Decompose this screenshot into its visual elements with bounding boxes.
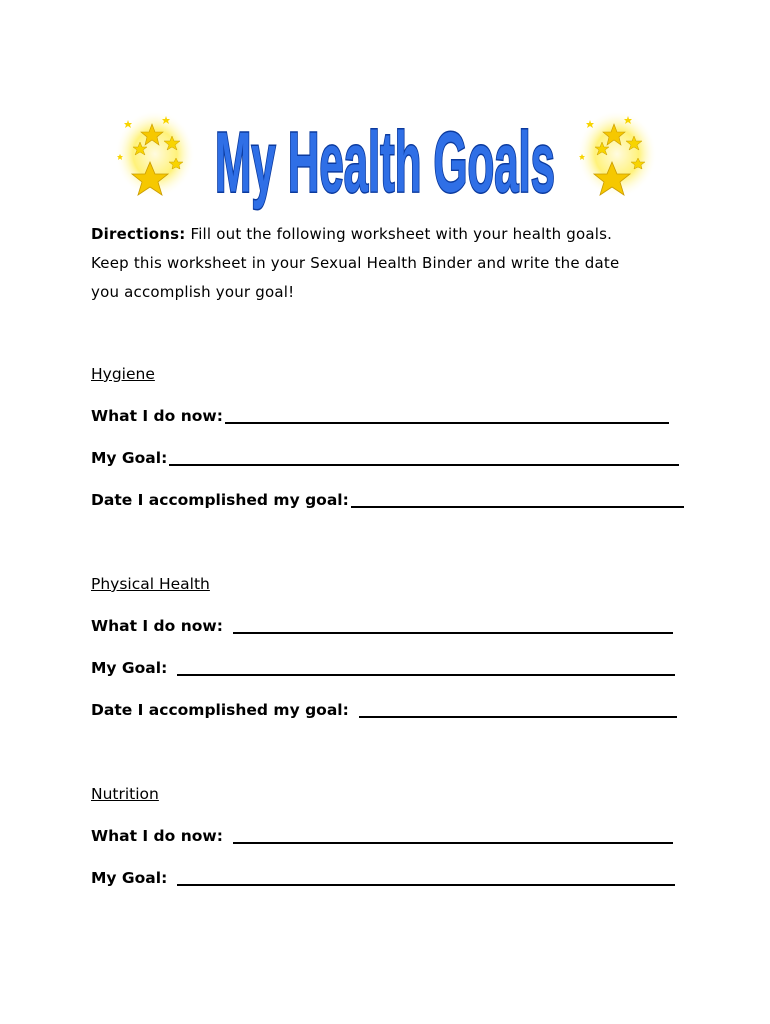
my-goal-line[interactable]	[177, 884, 675, 886]
my-goal-field	[91, 656, 675, 680]
directions-line-1	[91, 220, 691, 249]
field-label: My Goal:	[91, 449, 168, 467]
title-wordart	[200, 88, 570, 218]
field-label: My Goal:	[91, 869, 168, 887]
title-banner	[110, 88, 660, 218]
date-accomplished-field	[91, 698, 677, 722]
field-label: My Goal:	[91, 659, 168, 677]
field-label: What I do now:	[91, 827, 223, 845]
what-i-do-now-field	[91, 614, 673, 638]
section-physical-health	[91, 572, 691, 719]
directions-block	[91, 220, 691, 307]
star-cluster-icon	[110, 102, 200, 202]
my-goal-line[interactable]	[169, 464, 679, 466]
section-title: Physical Health	[91, 575, 210, 593]
my-goal-field	[91, 866, 675, 890]
star-cluster-icon	[572, 102, 662, 202]
date-accomplished-line[interactable]	[351, 506, 684, 508]
what-i-do-now-line[interactable]	[225, 422, 669, 424]
field-label: What I do now:	[91, 407, 223, 425]
section-nutrition	[91, 782, 691, 887]
what-i-do-now-line[interactable]	[233, 842, 673, 844]
what-i-do-now-line[interactable]	[233, 632, 673, 634]
section-hygiene	[91, 362, 691, 509]
directions-line-3: you accomplish your goal!	[91, 283, 295, 301]
what-i-do-now-field	[91, 404, 669, 428]
field-label: What I do now:	[91, 617, 223, 635]
directions-label: Directions:	[91, 225, 186, 243]
section-title: Nutrition	[91, 785, 159, 803]
my-goal-line[interactable]	[177, 674, 675, 676]
date-accomplished-line[interactable]	[359, 716, 677, 718]
field-label: Date I accomplished my goal:	[91, 701, 349, 719]
my-goal-field	[91, 446, 679, 470]
directions-line-2: Keep this worksheet in your Sexual Health Binder and write the date	[91, 254, 620, 272]
what-i-do-now-field	[91, 824, 673, 848]
field-label: Date I accomplished my goal:	[91, 491, 349, 509]
directions-text-1: Fill out the following worksheet with your health goals.	[190, 225, 613, 243]
page-title: My Health Goals	[214, 114, 555, 210]
date-accomplished-field	[91, 488, 684, 512]
section-title: Hygiene	[91, 365, 155, 383]
